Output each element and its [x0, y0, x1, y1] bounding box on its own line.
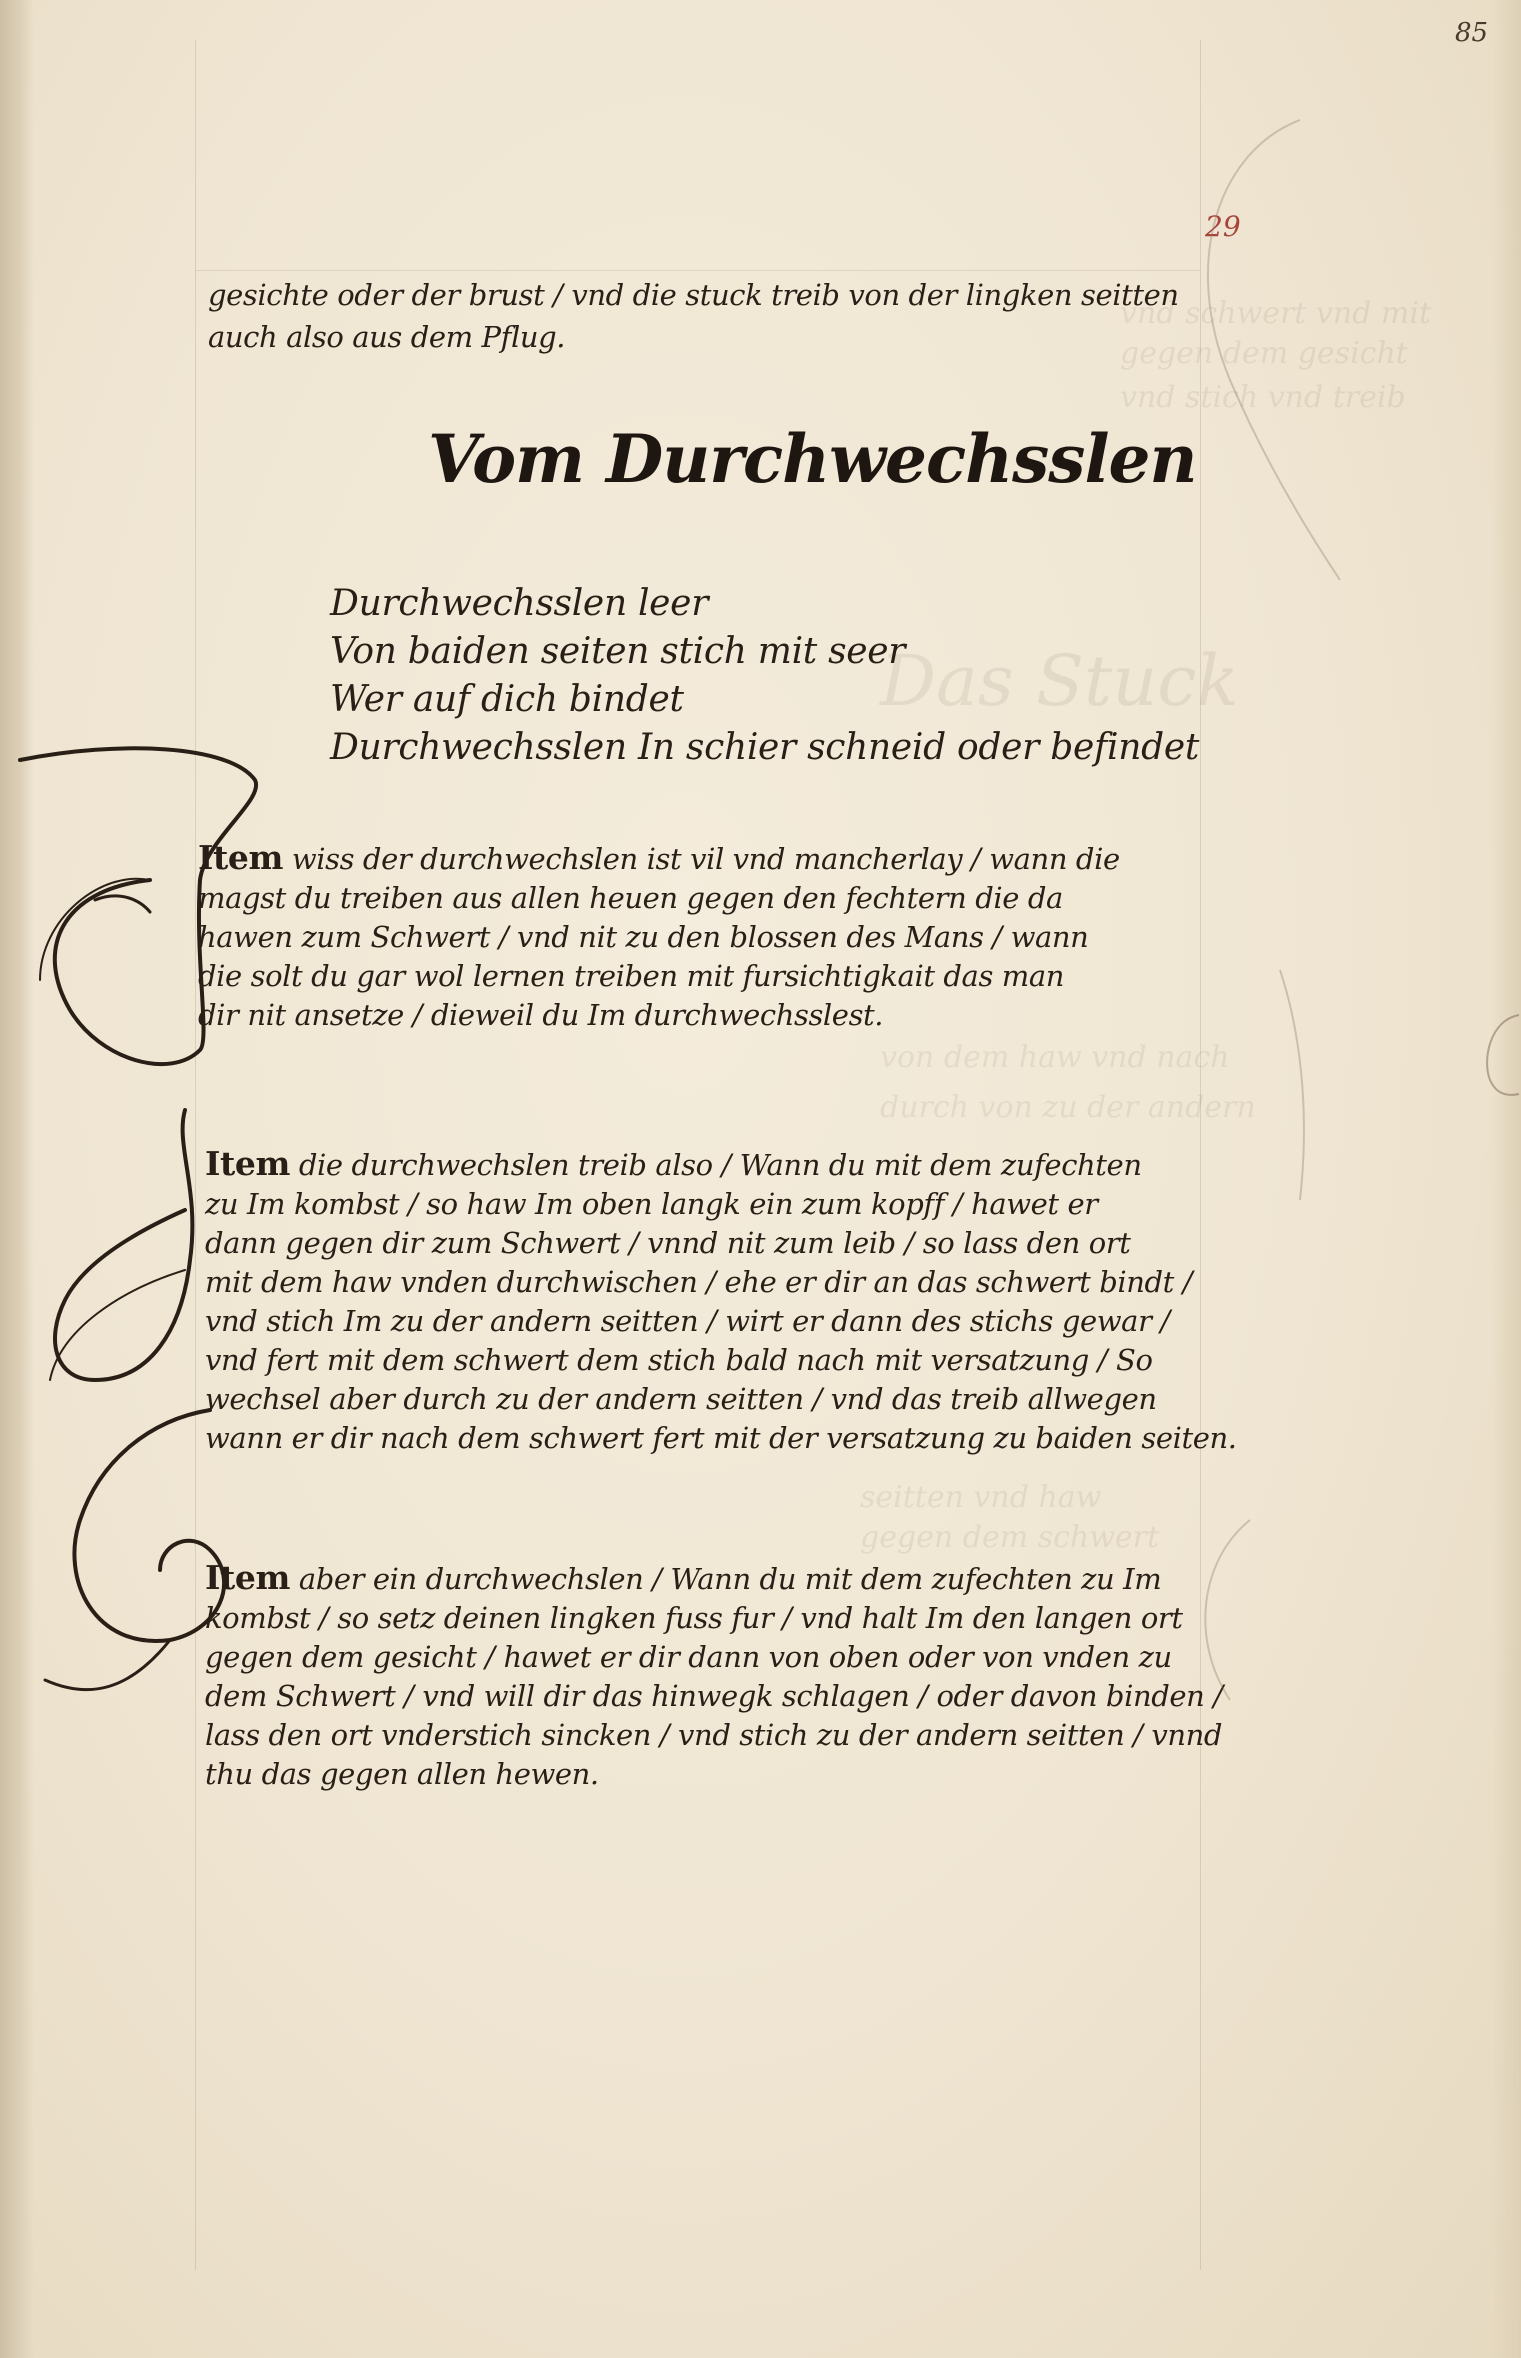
item-lead: Item: [205, 1144, 290, 1183]
paragraph-line: vnd fert mit dem schwert dem stich bald nach mit versatzung / So: [205, 1343, 1153, 1377]
verse-line: Durchwechsslen leer: [330, 583, 709, 624]
paragraph-text: wiss der durchwechslen ist vil vnd mancherlay / wann die: [291, 842, 1120, 876]
show-through-text: von dem haw vnd nach: [880, 1040, 1230, 1075]
paragraph-line: lass den ort vnderstich sincken / vnd stich zu der andern seitten / vnnd: [205, 1718, 1223, 1752]
show-through-text: seitten vnd haw: [860, 1480, 1102, 1515]
paragraph-line: wechsel aber durch zu der andern seitten / vnd das treib allwegen: [205, 1382, 1157, 1416]
show-through-text: Das Stuck: [880, 640, 1239, 722]
marginal-number: 29: [1205, 210, 1241, 243]
paragraph-line: thu das gegen allen hewen.: [205, 1757, 599, 1791]
paragraph-line: vnd stich Im zu der andern seitten / wirt er dann des stichs gewar /: [205, 1304, 1170, 1338]
paragraph-text: die durchwechslen treib also / Wann du mit dem zufechten: [298, 1148, 1142, 1182]
flourish-initial-2-arc: [50, 1270, 185, 1380]
verse-line: Von baiden seiten stich mit seer: [330, 631, 906, 672]
paragraph-line: wann er dir nach dem schwert fert mit der versatzung zu baiden seiten.: [205, 1421, 1237, 1455]
ghost-sketch: [1208, 120, 1340, 580]
verse-line: Wer auf dich bindet: [330, 679, 684, 720]
flourish-initial-1: [20, 748, 256, 1064]
show-through-text: gegen dem gesicht: [1120, 336, 1408, 371]
paragraph-line: die solt du gar wol lernen treiben mit fursichtigkait das man: [198, 959, 1065, 993]
intro-line: auch also aus dem Pflug.: [208, 320, 566, 354]
paragraph-line: dann gegen dir zum Schwert / vnnd nit zum leib / so lass den ort: [205, 1226, 1131, 1260]
page-tab: [1487, 1015, 1519, 1095]
flourish-initial-2: [55, 1110, 192, 1380]
item-lead: Item: [205, 1558, 290, 1597]
flourish-initial-3: [74, 1410, 224, 1641]
show-through-text: vnd schwert vnd mit: [1120, 296, 1432, 331]
show-through-text: vnd stich vnd treib: [1120, 380, 1406, 415]
folio-number: 85: [1455, 18, 1489, 48]
paragraph-line: dem Schwert / vnd will dir das hinwegk schlagen / oder davon binden /: [205, 1679, 1223, 1713]
paragraph-line: kombst / so setz deinen lingken fuss fur / vnd halt Im den langen ort: [205, 1601, 1183, 1635]
verse-line: Durchwechsslen In schier schneid oder befindet: [330, 727, 1199, 768]
flourish-initial-1-tick: [95, 896, 150, 912]
paragraph-line: hawen zum Schwert / vnd nit zu den blossen des Mans / wann: [198, 920, 1089, 954]
paragraph-text: aber ein durchwechslen / Wann du mit dem zufechten zu Im: [298, 1562, 1162, 1596]
intro-line: gesichte oder der brust / vnd die stuck treib von der lingken seitten: [208, 278, 1179, 312]
paragraph-line: magst du treiben aus allen heuen gegen den fechtern die da: [198, 881, 1063, 915]
paragraph-line: zu Im kombst / so haw Im oben langk ein zum kopff / hawet er: [205, 1187, 1098, 1221]
show-through-text: gegen dem schwert: [860, 1520, 1160, 1555]
paragraph-line: gegen dem gesicht / hawet er dir dann von oben oder von vnden zu: [205, 1640, 1172, 1674]
ghost-sketch: [1205, 1520, 1250, 1700]
section-heading: Vom Durchwechsslen: [428, 420, 1197, 498]
paragraph-line: dir nit ansetze / dieweil du Im durchwechsslest.: [198, 998, 884, 1032]
flourish-initial-3-tail: [45, 1640, 170, 1690]
item-lead: Item: [198, 838, 283, 877]
paragraph-line: mit dem haw vnden durchwischen / ehe er dir an das schwert bindt /: [205, 1265, 1193, 1299]
show-through-text: durch von zu der andern: [880, 1090, 1256, 1125]
ghost-sketch: [1280, 970, 1304, 1200]
